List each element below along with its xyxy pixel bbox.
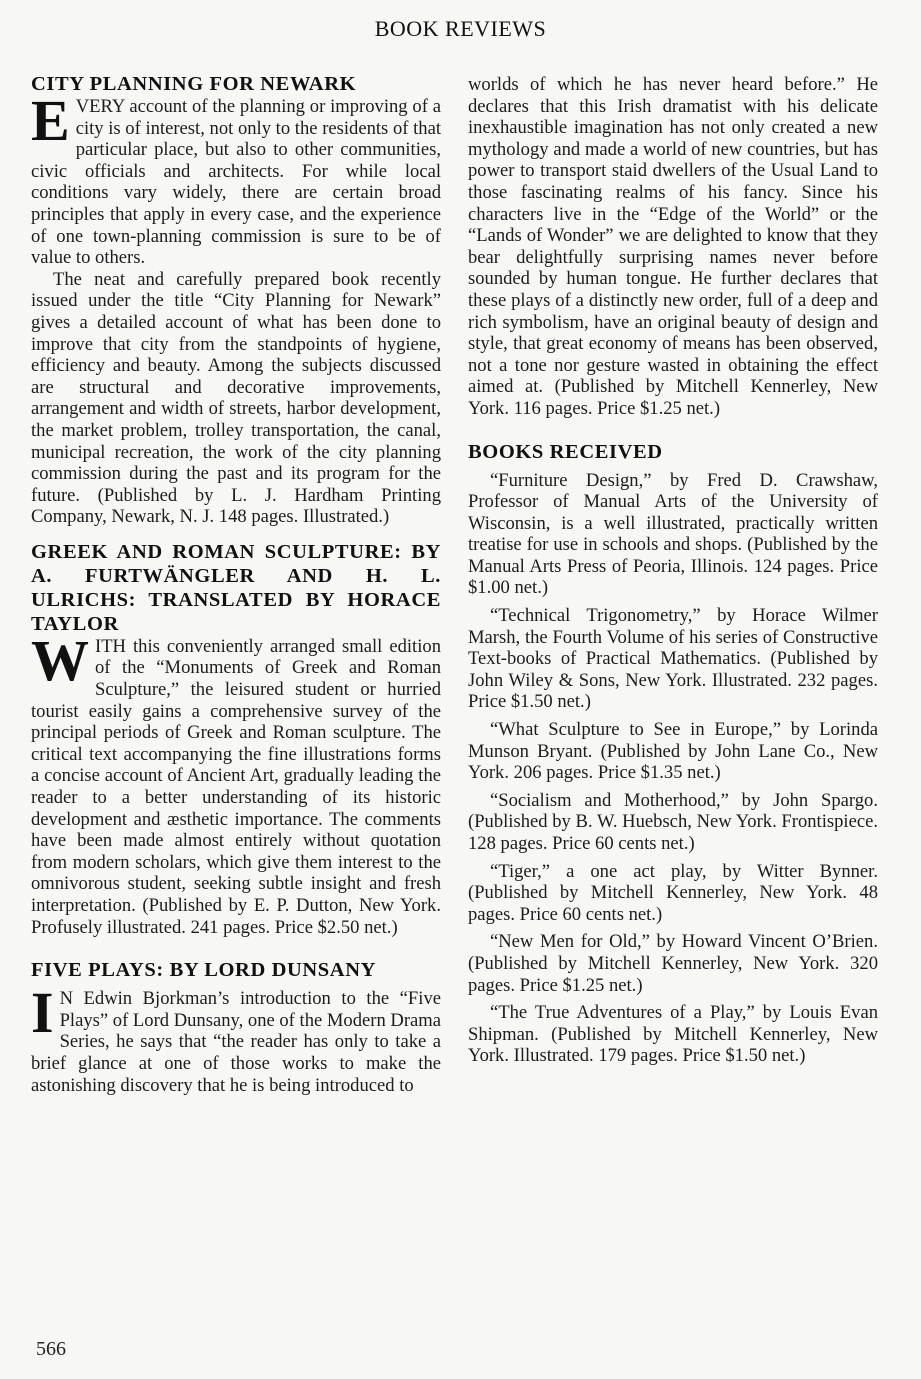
drop-cap: W [31,627,89,693]
review-greek-roman-sculpture [31,540,441,938]
left-column [31,72,441,1096]
review-title: CITY PLANNING FOR NEWARK [31,73,357,95]
right-column [468,74,878,1073]
review-paragraph: The neat and carefully prepared book recently issued under the title “City Planning for Newark” gives a detailed account of what has been done to improve that city from the standpoints of hygiene, efficiency and beauty. Among the subjects discussed are structural and decorative improvements, arrangement and width of streets, harbor development, the market problem, trolley transportation, the canal, municipal recreation, the work of the city planning commission during the past and its program for the future. (Published by L. J. Hardham Printing Company, Newark, N. J. 148 pages. Illustrated.) [31,268,441,528]
books-received [468,440,878,1067]
section-gap [468,420,878,440]
review-city-planning [31,72,441,528]
review-paragraph [31,980,441,1096]
book-entry: “Tiger,” a one act play, by Witter Bynner. (Published by Mitchell Kennerley, New York. 48 pages. Price 60 cents net.) [468,860,878,925]
review-title: FIVE PLAYS: BY LORD DUNSANY [31,959,377,982]
book-entry: “Technical Trigonometry,” by Horace Wilmer Marsh, the Fourth Volume of his series of Constructive Text-books of Practical Mathematics. (Published by John Wiley & Sons, New York. Illustrated. 232 pages. Price $1.50 net.) [468,605,878,713]
page-number: 566 [36,1338,66,1360]
paragraph-text: ITH this conveniently arranged small edition of the “Monuments of Greek and Roman Sculpture,” the leisured student or hurried tourist easily gains a comprehensive survey of the principal periods of Greek and Roman sculpture. The critical text accompanying the fine illustrations forms a concise account of Ancient Art, gradually leading the reader to a better understanding of its historic development and æsthetic importance. The comments have been made almost entirely without quotation from modern scholars, which give them interest to the omnivorous student, seeking subtle insight and fresh interpretation. (Published by E. P. Dutton, New York. Profusely illustrated. 241 pages. Price $2.50 net.) [31,635,441,938]
paragraph-text: N Edwin Bjorkman’s introduction to the “Five Plays” of Lord Dunsany, one of the Modern Drama Series, he says that “the reader has only to take a brief glance at one of those works to make the astonishing discovery that he is being introduced to [31,988,441,1096]
book-entry: “New Men for Old,” by Howard Vincent O’Brien. (Published by Mitchell Kennerley, New York. 320 pages. Price $1.25 net.) [468,931,878,996]
paragraph-text: VERY account of the planning or improving of a city is of interest, not only to the residents of that particular place, but also to other communities, civic officials and architects. For while local conditions vary widely, there are certain broad principles that apply in every case, and the experience of one town-planning commission is sure to be of value to others. [31,96,441,269]
book-entry: “Furniture Design,” by Fred D. Crawshaw, Professor of Manual Arts of the University of Wisconsin, is a well illustrated, practically written treatise for use in schools and shops. (Published by the Manual Arts Press of Peoria, Illinois. 124 pages. Price $1.00 net.) [468,469,878,599]
section-gap [31,938,441,958]
review-title: GREEK AND ROMAN SCULPTURE: BY A. FURTWÄNGLER AND H. L. ULRICHS: TRANSLATED BY HORACE TAYLOR [31,540,441,635]
book-entry: “The True Adventures of a Play,” by Louis Evan Shipman. (Published by Mitchell Kennerley, New York. Illustrated. 179 pages. Price $1.50 net.) [468,1002,878,1067]
drop-cap: I [31,980,54,1046]
review-continuation: worlds of which he has never heard before.” He declares that this Irish dramatist with his delicate inexhaustible imagination has not only created a new mythology and made a world of new countries, but has power to transport staid dwellers of the Usual Land to those fascinating realms of his fancy. Since his characters live in the “Edge of the World” or the “Lands of Wonder” we are delighted to know that they bear delightfully surprising names never before sounded by human tongue. He further declares that these plays of a distinctly new order, full of a deep and rich symbolism, have an original beauty of design and style, that great economy of means has been observed, not a tone nor gesture wasted in obtaining the effect aimed at. (Published by Mitchell Kennerley, New York. 116 pages. Price $1.25 net.) [468,74,878,419]
review-paragraph [31,88,441,269]
section-gap [31,528,441,540]
section-title: BOOKS RECEIVED [468,440,663,463]
drop-cap: E [31,88,70,153]
running-head: BOOK REVIEWS [374,16,547,41]
review-five-plays [31,958,441,1096]
review-paragraph [31,627,441,938]
book-entry: “Socialism and Motherhood,” by John Spargo. (Published by B. W. Huebsch, New York. Frontispiece. 128 pages. Price 60 cents net.) [468,789,878,854]
book-entry: “What Sculpture to See in Europe,” by Lorinda Munson Bryant. (Published by John Lane Co., New York. 206 pages. Price $1.35 net.) [468,719,878,784]
